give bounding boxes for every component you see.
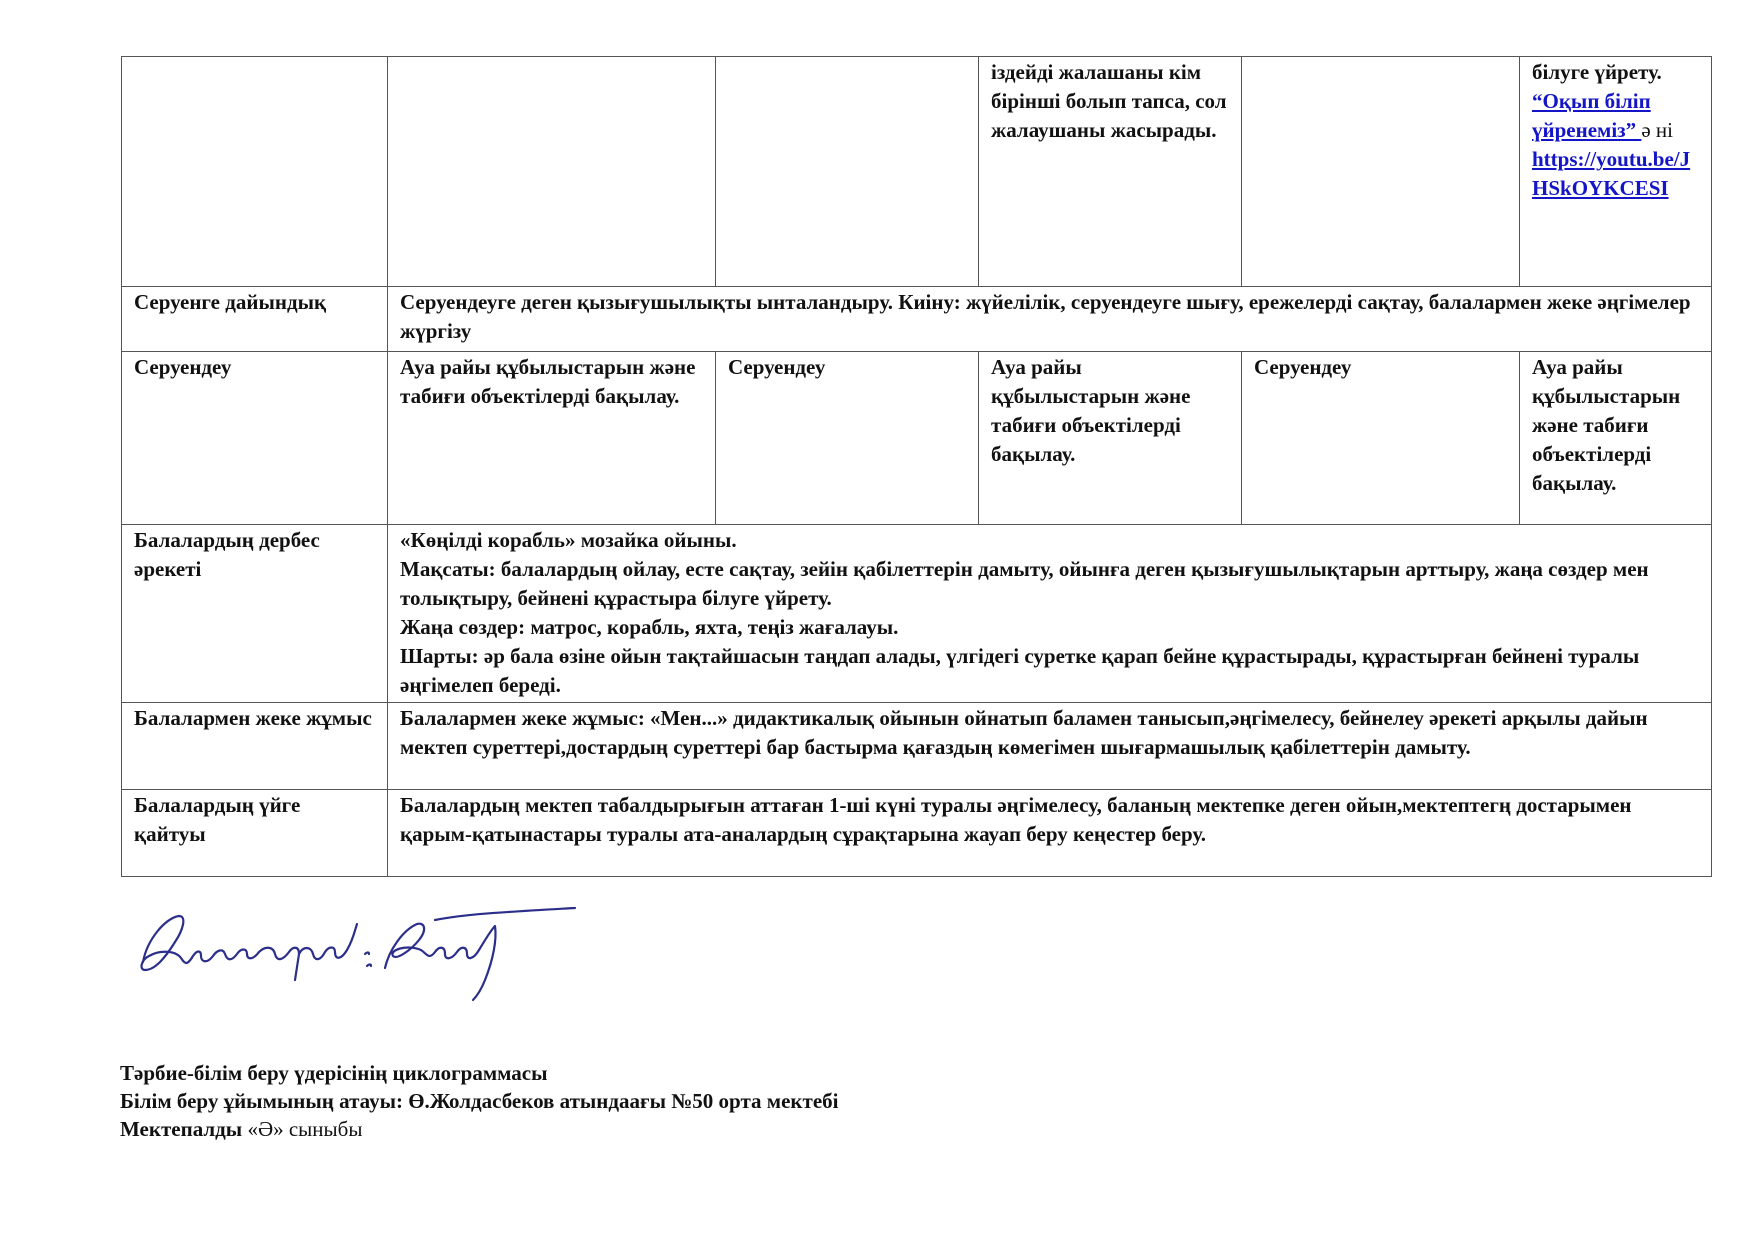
empty-cell [122,57,388,287]
table-row [122,352,1712,525]
resource-mid-text: ә ні [1641,118,1674,142]
row-label: Балалардың дербес әрекеті [122,525,388,703]
table-row [122,525,1712,703]
walk-observation-cell: Ауа райы құбылыстарын және табиғи объектілерді бақылау. [388,352,716,525]
walk-observation-cell: Ауа райы құбылыстарын және табиғи объектілерді бақылау. [1520,352,1712,525]
footer-class-value: «Ә» сыныбы [242,1117,363,1141]
footer-class-label: Мектепалды [120,1117,243,1141]
youtube-link[interactable]: https://youtu.be/JHSkOYKCESI [1532,147,1691,200]
video-title-link[interactable]: “Оқып біліп үйренеміз” [1532,89,1651,142]
document-footer [120,1059,838,1143]
footer-title: Тәрбие-білім беру үдерісінің циклограммасы [120,1061,548,1085]
row-content: Балалармен жеке жұмыс: «Мен...» дидактикалық ойынын ойнатып баламен танысып,әңгімелесу, бейнелеу әрекеті арқылы дайын мектеп суреттері,достардың суреттері бар бастырма қағаздың көмегімен шығармашылық қабілеттерін дамыту. [388,703,1712,790]
resource-cell [1520,57,1712,287]
walk-cell: Серуендеу [1242,352,1520,525]
walk-cell: Серуендеу [716,352,979,525]
signature-image [135,900,580,1030]
walk-observation-cell: Ауа райы құбылыстарын және табиғи объектілерді бақылау. [979,352,1242,525]
footer-school: Білім беру ұйымының атауы: Ө.Жолдасбеков атындаағы №50 орта мектебі [120,1089,839,1113]
game-title: «Көңілді корабль» мозайка ойыны. [400,528,737,552]
row-label: Балалардың үйге қайтуы [122,790,388,877]
row-content: Серуендеуге деген қызығушылықты ынталандыру. Киіну: жүйелілік, серуендеуге шығу, ережелерді сақтау, балалармен жеке әңгімелер жүргізу [388,287,1712,352]
row-label: Серуендеу [122,352,388,525]
game-rule-cell: іздейді жалашаны кім бірінші болып тапса, сол жалаушаны жасырады. [979,57,1242,287]
new-words: Жаңа сөздер: матрос, корабль, яхта, теңіз жағалауы. [400,615,899,639]
footer-class [120,1115,838,1143]
row-content [388,525,1712,703]
row-content: Балалардың мектеп табалдырығын аттаған 1-ші күні туралы әңгімелесу, баланың мектепке деген ойын,мектептегң достарымен қарым-қатынастары туралы ата-аналардың сұрақтарына жауап беру кеңестер беру. [388,790,1712,877]
empty-cell [1242,57,1520,287]
resource-text: білуге үйрету. [1532,60,1662,84]
game-goal: Мақсаты: балалардың ойлау, есте сақтау, зейін қабілеттерін дамыту, ойынға деген қызығушылықтарын арттыру, жаңа сөздер мен толықтыру, бейнені құрастыра білуге үйрету. [400,557,1649,610]
empty-cell [388,57,716,287]
table-row [122,57,1712,287]
row-label: Балалармен жеке жұмыс [122,703,388,790]
cyclogram-table [121,56,1712,877]
empty-cell [716,57,979,287]
table-row [122,703,1712,790]
row-label: Серуенге дайындық [122,287,388,352]
game-conditions: Шарты: әр бала өзіне ойын тақтайшасын таңдап алады, үлгідегі суретке қарап бейне құрастырады, құрастырған бейнені туралы әңгімелеп береді. [400,644,1640,697]
table-row [122,790,1712,877]
table-row [122,287,1712,352]
